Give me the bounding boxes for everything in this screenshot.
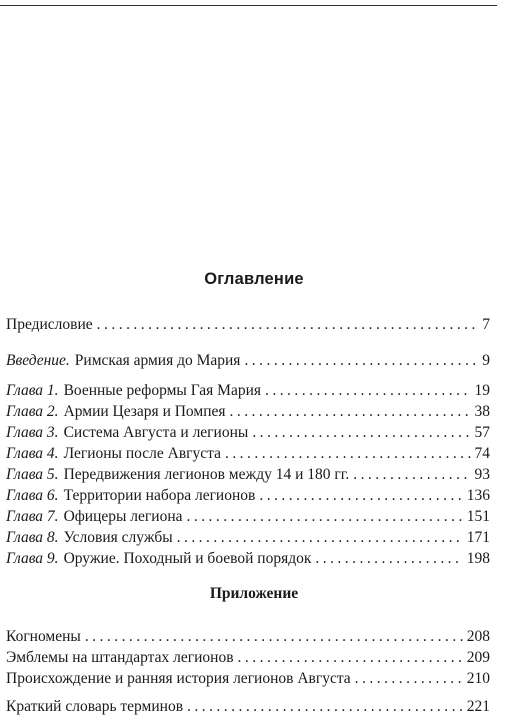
entry-prefix: Глава 4.: [6, 445, 59, 462]
toc-entry-chapter-8[interactable]: [6, 528, 490, 548]
entry-title: Условия службы: [63, 529, 173, 546]
entry-page: 171: [466, 529, 490, 546]
entry-page: 74: [474, 445, 490, 462]
dot-leader: [187, 697, 463, 717]
entry-title: Происхождение и ранняя история легионов Августа: [6, 670, 351, 687]
entry-page: 210: [466, 670, 490, 687]
entry-page: 38: [474, 403, 490, 420]
entry-page: 7: [482, 316, 490, 333]
entry-title: Офицеры легиона: [63, 508, 183, 525]
entry-title: Предисловие: [6, 316, 93, 333]
entry-prefix: Глава 3.: [6, 424, 59, 441]
toc-heading: Оглавление: [204, 270, 304, 288]
toc-entry-chapter-2[interactable]: [6, 402, 490, 422]
entry-prefix: Глава 5.: [6, 466, 59, 483]
toc-entry-preface[interactable]: [6, 315, 490, 335]
entry-title: Легионы после Августа: [63, 445, 221, 462]
entry-prefix: Глава 8.: [6, 529, 59, 546]
entry-title: Территории набора легионов: [63, 487, 256, 504]
dot-leader: [252, 423, 470, 443]
entry-page: 136: [466, 487, 490, 504]
entry-prefix: Глава 6.: [6, 487, 59, 504]
dot-leader: [238, 648, 463, 668]
entry-prefix: Глава 7.: [6, 508, 59, 525]
entry-prefix: Глава 1.: [6, 382, 59, 399]
toc-entry-chapter-4[interactable]: [6, 444, 490, 464]
entry-page: 151: [466, 508, 490, 525]
toc-entry-chapter-3[interactable]: [6, 423, 490, 443]
dot-leader: [187, 507, 463, 527]
entry-prefix: Введение.: [6, 352, 70, 369]
entry-page: 93: [474, 466, 490, 483]
entry-page: 19: [474, 382, 490, 399]
entry-prefix: Глава 2.: [6, 403, 59, 420]
entry-title: Эмблемы на штандартах легионов: [6, 649, 234, 666]
entry-title: Оружие. Походный и боевой порядок: [63, 550, 312, 567]
toc-entry-chapter-9[interactable]: [6, 549, 490, 569]
entry-title: Передвижения легионов между 14 и 180 гг.: [63, 466, 350, 483]
dot-leader: [225, 444, 471, 464]
dot-leader: [353, 465, 470, 485]
toc-entry-chapter-6[interactable]: [6, 486, 490, 506]
entry-page: 9: [482, 352, 490, 369]
top-rule: [0, 5, 497, 6]
toc-entry-chapter-7[interactable]: [6, 507, 490, 527]
appendix-heading: Приложение: [209, 585, 299, 602]
dot-leader: [315, 549, 462, 569]
dot-leader: [177, 528, 463, 548]
entry-page: 208: [466, 628, 490, 645]
toc-entry-cognomens[interactable]: [6, 627, 490, 647]
dot-leader: [85, 627, 463, 647]
entry-page: 57: [474, 424, 490, 441]
toc-entry-glossary[interactable]: [6, 697, 490, 717]
entry-page: 209: [466, 649, 490, 666]
entry-title: Военные реформы Гая Мария: [63, 382, 261, 399]
entry-page: 198: [466, 550, 490, 567]
dot-leader: [259, 486, 462, 506]
toc-entry-chapter-5[interactable]: [6, 465, 490, 485]
toc-entry-emblems[interactable]: [6, 648, 490, 668]
toc-entry-introduction[interactable]: [6, 351, 490, 371]
dot-leader: [230, 402, 471, 422]
dot-leader: [265, 381, 471, 401]
entry-title: Когномены: [6, 628, 81, 645]
entry-title: Краткий словарь терминов: [6, 698, 184, 715]
entry-prefix: Глава 9.: [6, 550, 59, 567]
toc-entry-origins[interactable]: [6, 669, 490, 689]
entry-title: Система Августа и легионы: [63, 424, 249, 441]
dot-leader: [97, 315, 479, 335]
entry-page: 221: [466, 698, 490, 715]
dot-leader: [355, 669, 463, 689]
entry-title: Римская армия до Мария: [74, 352, 241, 369]
entry-title: Армии Цезаря и Помпея: [63, 403, 226, 420]
dot-leader: [244, 351, 478, 371]
toc-entry-chapter-1[interactable]: [6, 381, 490, 401]
